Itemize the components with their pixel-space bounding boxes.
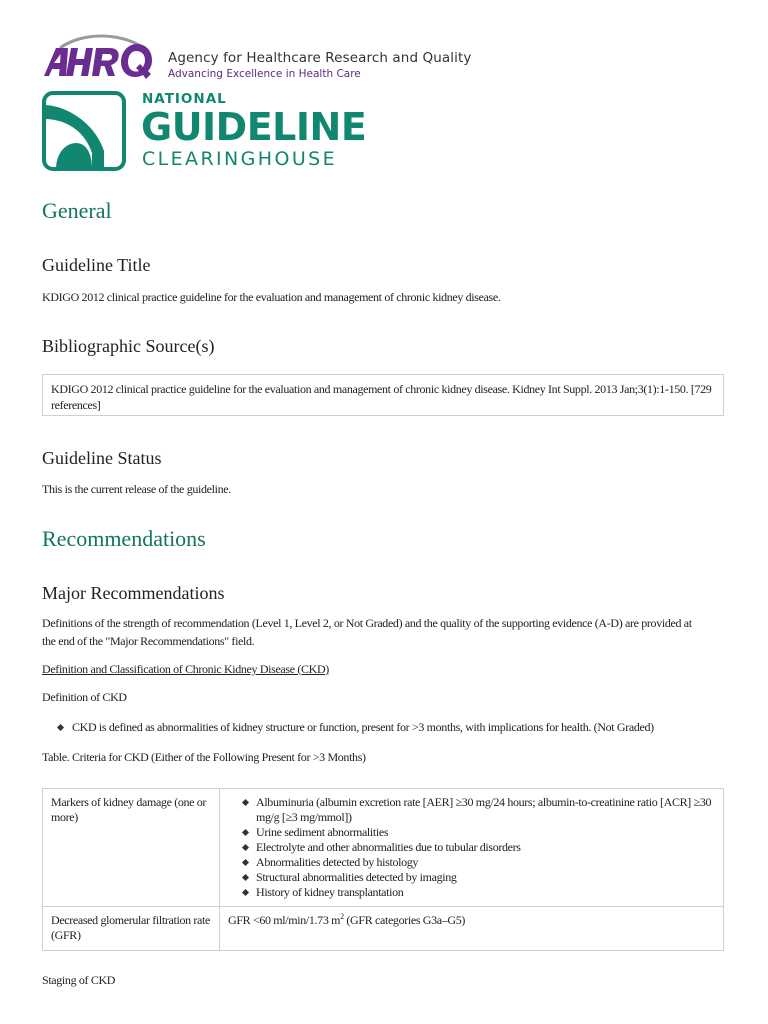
list-item: Urine sediment abnormalities: [242, 825, 715, 840]
list-item: Albuminuria (albumin excretion rate [AER] ≥30 mg/24 hours; albumin-to-creatinine ratio [ACR] ≥30 mg/g [≥3 mg/mmol]): [242, 795, 715, 825]
bibliographic-source-box: [42, 374, 724, 416]
ngc-guideline-label: GUIDELINE: [141, 105, 367, 149]
table-row: [43, 789, 724, 907]
list-item: Structural abnormalities detected by imaging: [242, 870, 715, 885]
gfr-superscript: 2: [340, 912, 344, 921]
guideline-title-heading: Guideline Title: [42, 255, 151, 275]
table-cell-value: [220, 907, 724, 951]
ahrq-header: [42, 34, 502, 80]
ckd-criteria-table: [42, 788, 724, 951]
ckd-section-heading: [42, 660, 726, 678]
bibliographic-source-heading: Bibliographic Source(s): [42, 336, 215, 356]
general-heading: General: [42, 198, 112, 223]
ngc-national-label: NATIONAL: [142, 91, 227, 107]
definitions-paragraph: [42, 614, 726, 650]
ckd-section-link[interactable]: Definition and Classification of Chronic Kidney Disease (CKD): [42, 662, 329, 676]
guideline-status-text: This is the current release of the guideline.: [42, 482, 231, 496]
gfr-value-suffix: (GFR categories G3a–G5): [343, 913, 465, 927]
table-cell-value: [220, 789, 724, 907]
staging-of-ckd-label: Staging of CKD: [42, 973, 116, 987]
ngc-clearinghouse-label: CLEARINGHOUSE: [142, 148, 338, 170]
definitions-line-2: the end of the "Major Recommendations" field.: [42, 634, 255, 648]
list-item: History of kidney transplantation: [242, 885, 715, 900]
bullet-icon: [57, 724, 64, 731]
gfr-value-text: GFR <60 ml/min/1.73 m: [228, 913, 341, 927]
bibliographic-source-text: KDIGO 2012 clinical practice guideline for the evaluation and management of chronic kidney disease. Kidney Int Suppl. 2013 Jan;3(1):1-150. [729 references]: [51, 382, 712, 412]
ckd-definition-text: CKD is defined as abnormalities of kidney structure or function, present for >3 months, with implications for health. (Not Graded): [72, 720, 654, 734]
kidney-damage-markers-list: [228, 795, 715, 900]
table-cell-label: Markers of kidney damage (one or more): [43, 789, 220, 907]
major-recommendations-heading: Major Recommendations: [42, 583, 225, 603]
guideline-title-text: KDIGO 2012 clinical practice guideline for the evaluation and management of chronic kidney disease.: [42, 290, 501, 304]
ahrq-logo-icon: [42, 34, 162, 80]
table-row: [43, 907, 724, 951]
ngc-header: [42, 91, 372, 171]
definitions-line-1: Definitions of the strength of recommendation (Level 1, Level 2, or Not Graded) and the quality of the supporting evidence (A-D) are provided at: [42, 616, 692, 630]
list-item: Electrolyte and other abnormalities due to tubular disorders: [242, 840, 715, 855]
ngc-logo-icon: [42, 91, 126, 171]
ahrq-agency-name: Agency for Healthcare Research and Quality: [168, 50, 472, 66]
table-cell-label: Decreased glomerular filtration rate (GFR): [43, 907, 220, 951]
recommendations-heading: Recommendations: [42, 526, 206, 551]
guideline-status-heading: Guideline Status: [42, 448, 162, 468]
table-caption: Table. Criteria for CKD (Either of the Following Present for >3 Months): [42, 750, 366, 764]
definition-of-ckd-label: Definition of CKD: [42, 690, 127, 704]
list-item: Abnormalities detected by histology: [242, 855, 715, 870]
list-item: [58, 718, 654, 736]
ahrq-tagline: Advancing Excellence in Health Care: [168, 68, 361, 80]
